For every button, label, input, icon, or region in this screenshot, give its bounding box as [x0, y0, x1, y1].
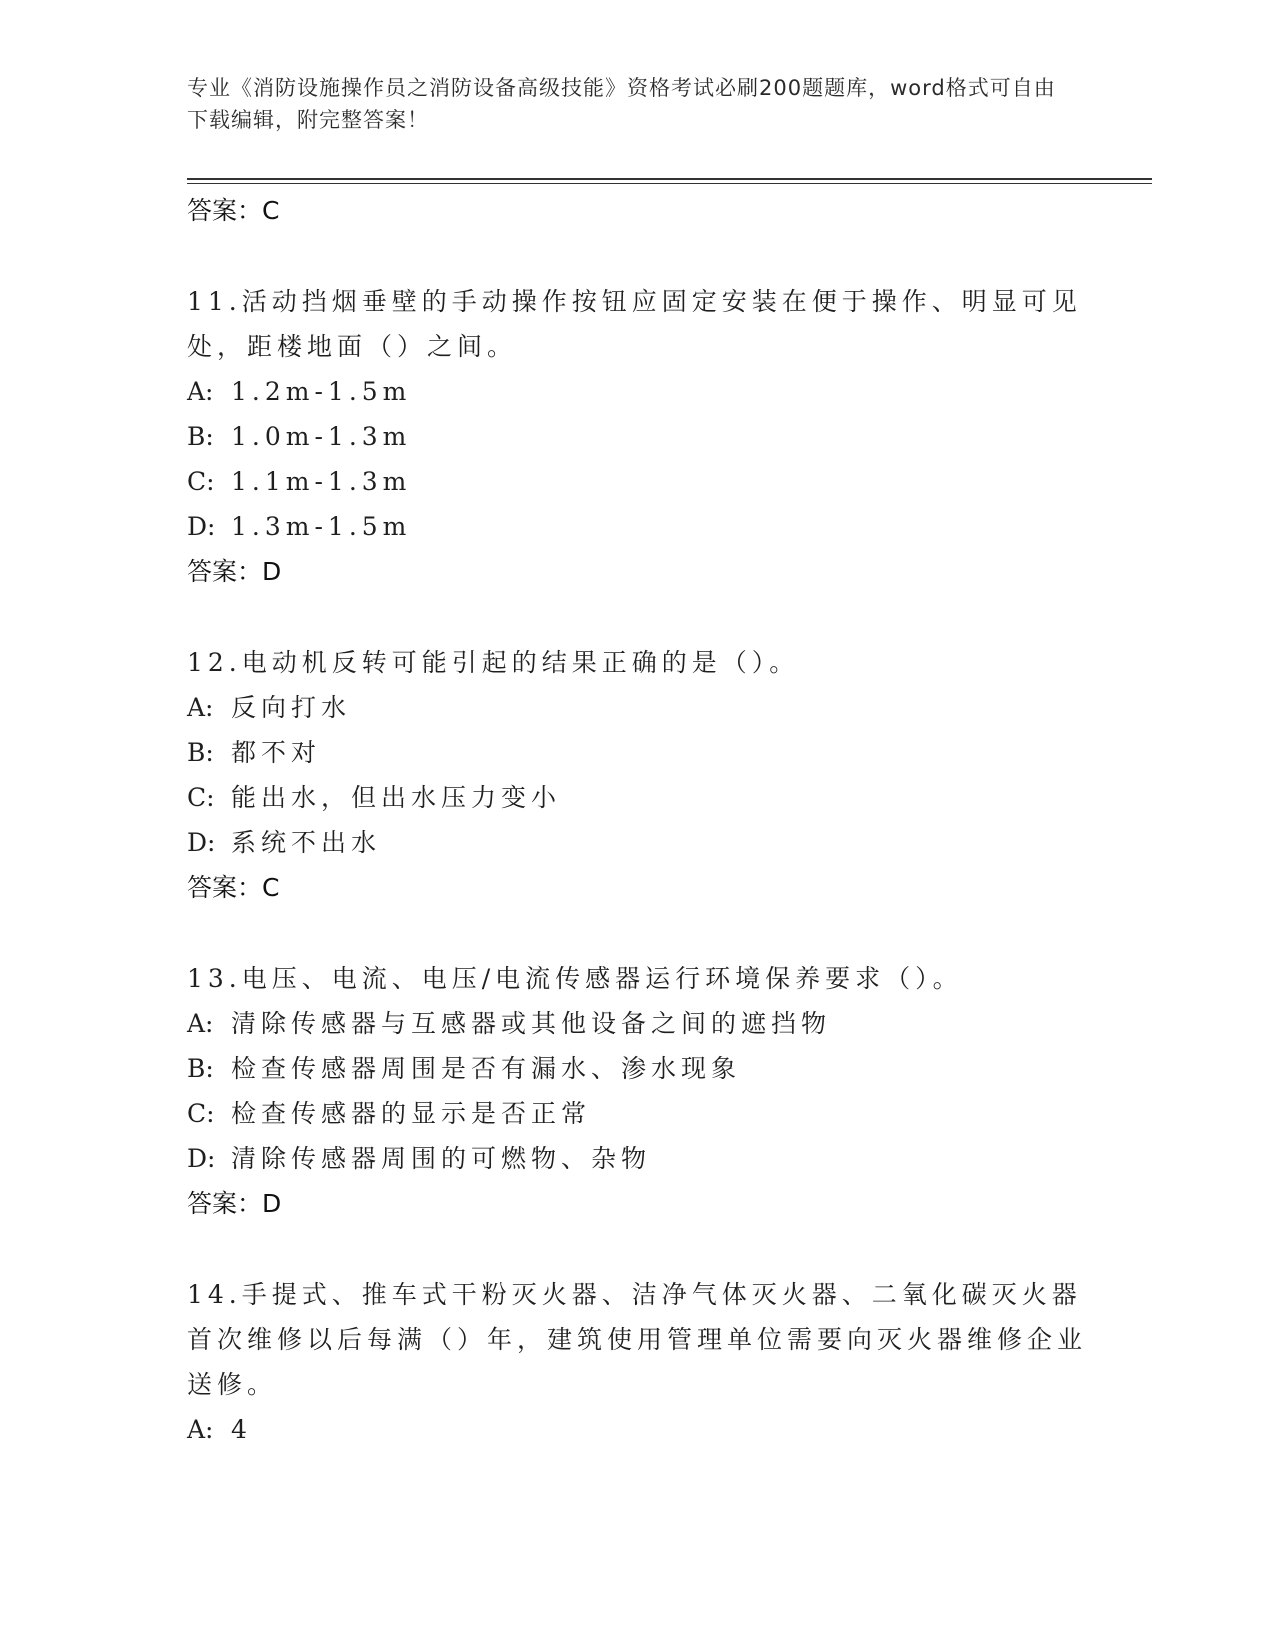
option-text: 1.2m-1.5m: [231, 377, 412, 406]
option-text: 1.3m-1.5m: [231, 512, 412, 541]
spacer: [187, 233, 1087, 279]
option-letter: C:: [187, 1099, 215, 1128]
spacer: [187, 910, 1087, 956]
answer: 答案：C: [187, 873, 280, 902]
option-text: 1.1m-1.3m: [231, 467, 412, 496]
option-text: 检查传感器周围是否有漏水、渗水现象: [231, 1054, 742, 1083]
option-a: [187, 1407, 1087, 1452]
option-text: 清除传感器与互感器或其他设备之间的遮挡物: [231, 1009, 832, 1038]
option-letter: A:: [187, 693, 214, 722]
option-text: 清除传感器周围的可燃物、杂物: [231, 1144, 652, 1173]
option-text: 检查传感器的显示是否正常: [231, 1099, 592, 1128]
option-b: [187, 1046, 1087, 1091]
option-letter: D:: [187, 828, 216, 857]
previous-answer: 答案：C: [187, 196, 280, 225]
question-14: [187, 1272, 1087, 1452]
question-13: [187, 956, 1087, 1226]
option-c: [187, 1091, 1087, 1136]
option-text: 4: [231, 1415, 252, 1444]
question-list: [187, 188, 1087, 1452]
option-letter: A:: [187, 1415, 214, 1444]
option-a: [187, 1001, 1087, 1046]
question-12: [187, 640, 1087, 910]
option-a: [187, 369, 1087, 414]
question-stem: 13.电压、电流、电压/电流传感器运行环境保养要求（）。: [187, 964, 963, 993]
header-rule-thin: [187, 183, 1152, 184]
answer: 答案：D: [187, 1189, 282, 1218]
option-text: 都不对: [231, 738, 322, 767]
option-text: 能出水，但出水压力变小: [231, 783, 562, 812]
spacer: [187, 594, 1087, 640]
option-c: [187, 775, 1087, 820]
option-text: 反向打水: [231, 693, 352, 722]
spacer: [187, 1226, 1087, 1272]
option-letter: A:: [187, 377, 214, 406]
option-d: [187, 1136, 1087, 1181]
option-b: [187, 414, 1087, 459]
option-letter: D:: [187, 512, 216, 541]
option-text: 1.0m-1.3m: [231, 422, 412, 451]
option-b: [187, 730, 1087, 775]
option-letter: A:: [187, 1009, 214, 1038]
document-header: 专业《消防设施操作员之消防设备高级技能》资格考试必刷200题题库，word格式可自由下载编辑，附完整答案！: [187, 76, 1056, 132]
option-letter: B:: [187, 1054, 214, 1083]
option-letter: B:: [187, 738, 214, 767]
option-d: [187, 504, 1087, 549]
question-stem: 11.活动挡烟垂壁的手动操作按钮应固定安装在便于操作、明显可见处，距楼地面（）之间。: [187, 287, 1082, 361]
option-text: 系统不出水: [231, 828, 382, 857]
option-letter: C:: [187, 467, 215, 496]
option-c: [187, 459, 1087, 504]
question-stem: 14.手提式、推车式干粉灭火器、洁净气体灭火器、二氧化碳灭火器首次维修以后每满（）年，建筑使用管理单位需要向灭火器维修企业送修。: [187, 1280, 1088, 1399]
header-rule-thick: [187, 178, 1152, 180]
option-letter: C:: [187, 783, 215, 812]
option-a: [187, 685, 1087, 730]
option-letter: D:: [187, 1144, 216, 1173]
question-11: [187, 279, 1087, 594]
answer: 答案：D: [187, 557, 282, 586]
option-letter: B:: [187, 422, 214, 451]
option-d: [187, 820, 1087, 865]
question-stem: 12.电动机反转可能引起的结果正确的是（）。: [187, 648, 800, 677]
